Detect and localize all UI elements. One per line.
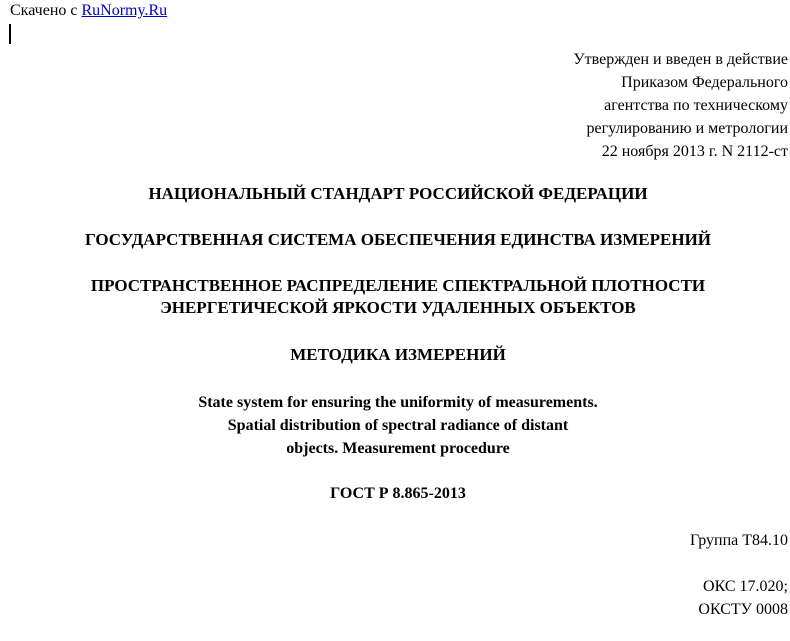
approval-line: Приказом Федерального [621,74,788,91]
source-line [10,2,167,20]
state-system-heading: ГОСУДАРСТВЕННАЯ СИСТЕМА ОБЕСПЕЧЕНИЯ ЕДИНСТВА ИЗМЕРЕНИЙ [84,230,712,249]
source-prefix: Скачено с [10,2,82,19]
gost-number: ГОСТ Р 8.865-2013 [330,485,466,502]
title-line: ЭНЕРГЕТИЧЕСКОЙ ЯРКОСТИ УДАЛЕННЫХ ОБЪЕКТОВ [160,298,636,317]
classification-codes [698,575,788,621]
approval-line: агентства по техническому [604,97,788,114]
okstu-code: ОКСТУ 0008 [698,601,788,618]
oks-code: ОКС 17.020; [703,578,788,595]
group-code: Группа Т84.10 [689,532,788,549]
approval-line: 22 ноября 2013 г. N 2112-ст [601,143,788,160]
english-title-line: Spatial distribution of spectral radiance of distant [227,417,569,434]
document-title [0,275,790,319]
approval-block [573,48,788,163]
approval-line: регулированию и метрологии [586,120,788,137]
method-heading: МЕТОДИКА ИЗМЕРЕНИЙ [290,345,506,364]
english-title-line: State system for ensuring the uniformity of measurements. [198,394,598,411]
english-title-line: objects. Measurement procedure [286,440,510,457]
national-standard-heading: НАЦИОНАЛЬНЫЙ СТАНДАРТ РОССИЙСКОЙ ФЕДЕРАЦИИ [148,184,648,203]
approval-line: Утвержден и введен в действие [573,51,788,68]
english-title [0,391,790,460]
runormy-link[interactable]: RuNormy.Ru [81,2,168,19]
title-line: ПРОСТРАНСТВЕННОЕ РАСПРЕДЕЛЕНИЕ СПЕКТРАЛЬНОЙ ПЛОТНОСТИ [90,276,706,295]
text-cursor [9,24,11,44]
